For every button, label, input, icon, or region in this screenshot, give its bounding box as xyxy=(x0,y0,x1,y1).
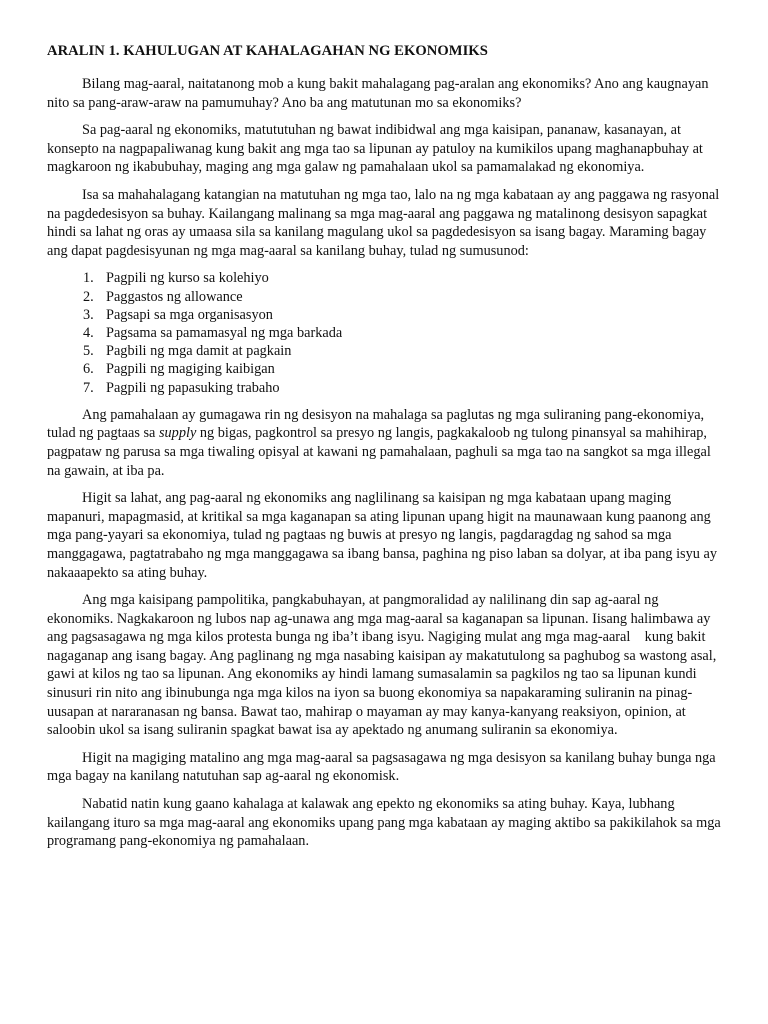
list-item-number: 3. xyxy=(83,306,94,323)
paragraph-smarter-decisions: Higit na magiging matalino ang mga mag-aaral sa pagsasagawa ng mga desisyon sa kanilang buhay bunga nga mga bagay na kanilang natutuhan sap ag-aaral ng ekonomisk. xyxy=(47,749,716,785)
paragraph-conclusion: Nabatid natin kung gaano kahalaga at kalawak ang epekto ng ekonomiks sa ating buhay. Kaya, lubhang kailangang ituro sa mga mag-aaral ang ekonomiks upang pang mga kabataan ay maging aktibo sa pakikilahok sa mga programang pang-ekonomiya ng pamahalaan. xyxy=(47,796,721,850)
paragraph-learning: Sa pag-aaral ng ekonomiks, matututuhan ng bawat indibidwal ang mga kaisipan, pananaw, kasanayan, at konsepto na nagpapaliwanag kung bakit ang mga tao sa lipunan ay patuloy na kumikilos upang maghanapbuhay at magkaroon ng ikabubuhay, maging ang mga galaw ng pamahalaan ukol sa pamamalakad ng ekonomiya. xyxy=(47,122,703,176)
list-item-number: 7. xyxy=(83,379,94,396)
list-item-text: Pagpili ng magiging kaibigan xyxy=(106,361,275,378)
list-item-text: Pagsama sa pamamasyal ng mga barkada xyxy=(106,324,343,341)
list-item-text: Pagsapi sa mga organisasyon xyxy=(106,306,273,323)
paragraph-intro: Bilang mag-aaral, naitatanong mob a kung bakit mahalagang pag-aralan ang ekonomiks? Ano ang kaugnayan nito sa pang-araw-araw na pamumuhay? Ano ba ang matutunan mo sa ekonomiks? xyxy=(47,76,709,111)
list-item xyxy=(83,269,723,287)
list-item xyxy=(83,379,723,397)
list-item xyxy=(83,342,723,360)
list-item xyxy=(83,306,723,324)
supply-term: supply xyxy=(158,425,197,442)
list-item-text: Pagbili ng mga damit at pagkain xyxy=(106,343,292,360)
list-item xyxy=(83,324,723,342)
list-item-number: 4. xyxy=(83,324,94,341)
list-item-number: 1. xyxy=(83,270,94,287)
list-item-text: Paggastos ng allowance xyxy=(106,288,243,305)
list-item-number: 5. xyxy=(83,343,94,360)
list-item-number: 2. xyxy=(83,288,94,305)
paragraph-government-text-end: ng bigas, pagkontrol sa presyo ng langis, pagkakaloob ng tulong pinansyal sa mahihirap, pagpataw ng parusa sa mga tiwaling opisyal at kawani ng pamahalaan, paghuli sa mga tao na sangkot sa mga illegal na gawain, at iba pa. xyxy=(47,425,711,479)
list-item-number: 6. xyxy=(83,361,94,378)
list-item xyxy=(83,288,723,306)
list-item-text: Pagpili ng kurso sa kolehiyo xyxy=(106,270,269,287)
paragraph-decision-making: Isa sa mahahalagang katangian na matutuhan ng mga tao, lalo na ng mga kabataan ay ang paggawa ng rasyonal na pagdedesisyon sa buhay. Kailangang malinang sa mga mag-aaral ang paggawa ng matalinong desisyon sapagkat hindi sa lahat ng oras ay umaasa sila sa kanilang magulang ukol sa pagdedesisyon sa isang bagay. Maraming bagay ang dapat pagdesisyunan ng mga mag-aaral sa kanilang buhay, tulad ng sumusunod: xyxy=(47,186,720,259)
list-item-text: Pagpili ng papasuking trabaho xyxy=(106,379,280,396)
paragraph-government-text-start: Ang pamahalaan ay gumagawa rin ng desisyon na mahalaga sa paglutas ng mga suliraning pang-ekonomiya, tulad ng pagtaas sa xyxy=(47,406,705,442)
paragraph-political-economic-moral: Ang mga kaisipang pampolitika, pangkabuhayan, at pangmoralidad ay nalilinang din sap ag-aaral ng ekonomiks. Nagkakaroon ng lubos nap ag-unawa ang mga mag-aaral sa kaganapan sa lipunan. Iisang halimbawa ay ang pagsasagawa ng mga kilos protesta bunga ng iba’t ibang isyu. Nagiging mulat ang mga mag-aaral kung bakit nagaganap ang isang bagay. Ang paglinang ng mga nasabing kaisipan ay makatutulong sa paghubog sa wastong asal, gawi at kilos ng tao sa lipunan. Ang ekonomiks ay hindi lamang sumasalamin sa pagkilos ng tao sa lipunan kundi sinusuri rin nito ang ibinubunga nga mga kilos na iyon sa buong ekonomiya sa napakaraming suliranin na pinag-uusapan at nararanasan ng bansa. Bawat tao, mahirap o mayaman ay may kanya-kanyang reaksiyon, opinion, at saloobin ukol sa isang suliranin spagkat bawat isa ay apektado ng anumang suliranin sa ekonomiya. xyxy=(47,592,720,739)
paragraph-government xyxy=(47,406,723,480)
list-item xyxy=(83,360,723,378)
document-page xyxy=(47,42,723,860)
decision-list xyxy=(47,269,723,396)
lesson-title: ARALIN 1. KAHULUGAN AT KAHALAGAHAN NG EKONOMIKS xyxy=(47,43,488,59)
paragraph-critical-thinking: Higit sa lahat, ang pag-aaral ng ekonomiks ang naglilinang sa kaisipan ng mga kabataan upang maging mapanuri, mapagmasid, at kritikal sa mga kaganapan sa ating lipunan upang higit na maunawaan kung paanong ang mga pang-yayari sa ekonomiya, tulad ng pagtaas ng buwis at presyo ng langis, pagdaragdag ng sahod sa mga manggagawa, pagtatrabaho ng mga manggagawa sa ibang bansa, paghina ng piso laban sa dolyar, at iba pang isyu ay nakaaapekto sa ating buhay. xyxy=(47,490,717,581)
